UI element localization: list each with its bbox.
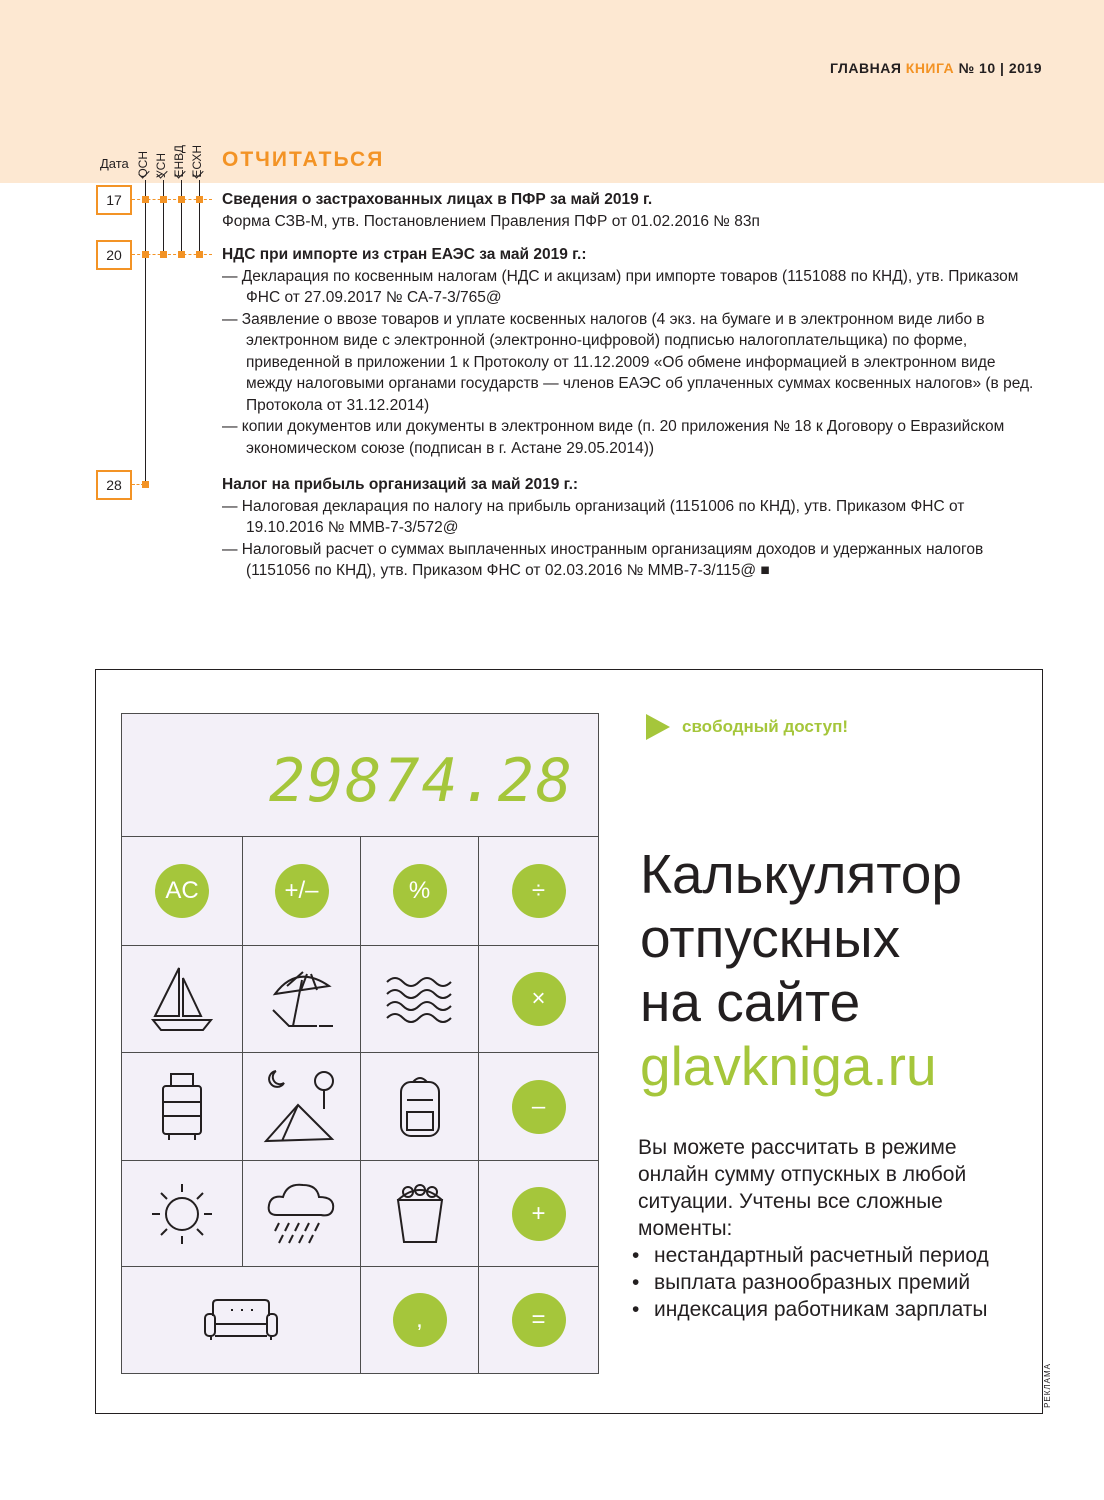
ac-button: AC	[155, 864, 209, 918]
ad-title-line: отпускных	[640, 907, 901, 969]
ad-title-line: на сайте	[640, 971, 861, 1033]
percent-cell	[361, 837, 479, 946]
entry-28	[222, 474, 1042, 582]
list-item: • индексация работникам зарплаты	[638, 1296, 1018, 1323]
entry-20	[222, 244, 1042, 459]
waves-icon	[385, 974, 455, 1024]
eshn-timeline	[199, 180, 200, 254]
usn-marker	[160, 196, 167, 203]
backpack-cell	[361, 1053, 479, 1161]
waves-cell	[361, 946, 479, 1053]
suitcase-icon	[157, 1072, 207, 1142]
usn-timeline	[163, 180, 164, 254]
magazine-header	[830, 60, 1042, 76]
play-arrow-icon	[646, 714, 670, 740]
osn-marker	[142, 251, 149, 258]
list-item: • нестандартный расчетный период	[638, 1242, 1018, 1269]
minus-button: –	[512, 1080, 566, 1134]
minus-cell	[479, 1053, 598, 1161]
entry-line: — Декларация по косвенным налогам (НДС и акцизам) при импорте товаров (1151088 по КНД), утв. Приказом ФНС от 27.09.2017 № СА-7-3/765@	[222, 267, 1019, 306]
comma-button: ,	[393, 1293, 447, 1347]
rain-cell	[243, 1161, 361, 1267]
bucket-cell	[361, 1161, 479, 1267]
ad-title	[640, 842, 962, 1098]
ad-intro: Вы можете рассчитать в режиме онлайн сумму отпускных в любой ситуации. Учтены все сложные моменты:	[638, 1136, 967, 1240]
divide-button: ÷	[512, 864, 566, 918]
entry-title: НДС при импорте из стран ЕАЭС за май 2019 г.:	[222, 246, 587, 263]
divide-cell	[479, 837, 598, 946]
sailboat-cell	[122, 946, 243, 1053]
usn-marker	[160, 251, 167, 258]
free-access-badge	[646, 714, 848, 740]
multiply-cell	[479, 946, 598, 1053]
sofa-icon	[203, 1298, 279, 1342]
plus-cell	[479, 1161, 598, 1267]
multiply-button: ×	[512, 972, 566, 1026]
calculator-display	[122, 714, 598, 837]
calculator-graphic	[121, 713, 599, 1374]
equals-button: =	[512, 1293, 566, 1347]
issue-year: 2019	[1008, 60, 1042, 76]
envd-marker	[178, 196, 185, 203]
brand-accent: КНИГА	[905, 60, 955, 76]
equals-cell	[479, 1267, 598, 1373]
entry-line: Форма СЗВ-М, утв. Постановлением Правления ПФР от 01.02.2016 № 83п	[222, 212, 760, 230]
umbrella-cell	[243, 946, 361, 1053]
plusminus-button: +/–	[275, 864, 329, 918]
backpack-icon	[395, 1074, 445, 1140]
entry-line: — копии документов или документы в электронном виде (п. 20 приложения № 18 к Договору о Евразийском экономическом союзе (подписан в г. Астане 29.05.2014))	[222, 418, 1005, 457]
suitcase-cell	[122, 1053, 243, 1161]
feature-list	[638, 1242, 1018, 1323]
entry-title: Налог на прибыль организаций за май 2019 г.:	[222, 476, 579, 493]
beach-umbrella-icon	[267, 964, 337, 1034]
sun-icon	[150, 1182, 214, 1246]
ad-title-line: Калькулятор	[640, 843, 962, 905]
tent-cell	[243, 1053, 361, 1161]
sailboat-icon	[149, 964, 215, 1034]
percent-button: %	[393, 864, 447, 918]
envd-timeline	[181, 180, 182, 254]
envd-marker	[178, 251, 185, 258]
rain-cloud-icon	[265, 1179, 339, 1249]
ad-description	[638, 1134, 1018, 1323]
sun-cell	[122, 1161, 243, 1267]
display-value: 29874.28	[269, 746, 574, 816]
osn-marker	[142, 196, 149, 203]
entry-line: — Налоговый расчет о суммах выплаченных иностранным организациям доходов и удержанных налогов (1151056 по КНД), утв. Приказом ФНС от 02.03.2016 № ММВ-7-3/115@ ■	[222, 540, 984, 579]
plusminus-cell	[243, 837, 361, 946]
advertising-label: РЕКЛАМА	[1043, 1363, 1052, 1408]
free-access-text: свободный доступ!	[682, 717, 849, 736]
osn-timeline	[145, 180, 146, 485]
eshn-column-label: ЕСХН	[190, 145, 204, 178]
entry-line: — Налоговая декларация по налогу на прибыль организаций (1151006 по КНД), утв. Приказом ФНС от 19.10.2016 № ММВ-7-3/572@	[222, 497, 965, 536]
entry-line: — Заявление о ввозе товаров и уплате косвенных налогов (4 экз. на бумаге и в электронном виде либо в электронном виде с электронной (электронно-цифровой) подписью налогоплательщика) по форме, приведенной в приложении 1 к Протоколу от 11.12.2009 «Об обмене информацией в электронном виде между налоговыми органами государств — членов ЕАЭС об уплаченных суммах косвенных налогов» (в ред. Протокола от 31.12.2014)	[222, 310, 1034, 414]
date-box: 17	[96, 185, 132, 215]
date-box: 20	[96, 240, 132, 270]
osn-marker	[142, 481, 149, 488]
usn-column-label: УСН	[154, 153, 168, 178]
envd-column-label: ЕНВД	[172, 145, 186, 178]
entry-17	[222, 189, 1042, 232]
eshn-marker	[196, 251, 203, 258]
header-separator: |	[1000, 60, 1005, 76]
berry-bucket-icon	[394, 1182, 446, 1246]
list-item: • выплата разнообразных премий	[638, 1269, 1018, 1296]
plus-button: +	[512, 1187, 566, 1241]
sofa-cell	[122, 1267, 361, 1373]
brand-main: ГЛАВНАЯ	[829, 60, 902, 76]
entry-title: Сведения о застрахованных лицах в ПФР за май 2019 г.	[222, 191, 653, 208]
date-box: 28	[96, 470, 132, 500]
eshn-marker	[196, 196, 203, 203]
section-title: ОТЧИТАТЬСЯ	[222, 148, 385, 171]
date-column-label: Дата	[100, 156, 129, 171]
ac-cell	[122, 837, 243, 946]
osn-column-label: ОСН	[136, 151, 150, 178]
tent-icon	[262, 1069, 342, 1145]
issue-number: № 10	[958, 60, 996, 76]
comma-cell	[361, 1267, 479, 1373]
site-link[interactable]: glavkniga.ru	[640, 1035, 937, 1097]
